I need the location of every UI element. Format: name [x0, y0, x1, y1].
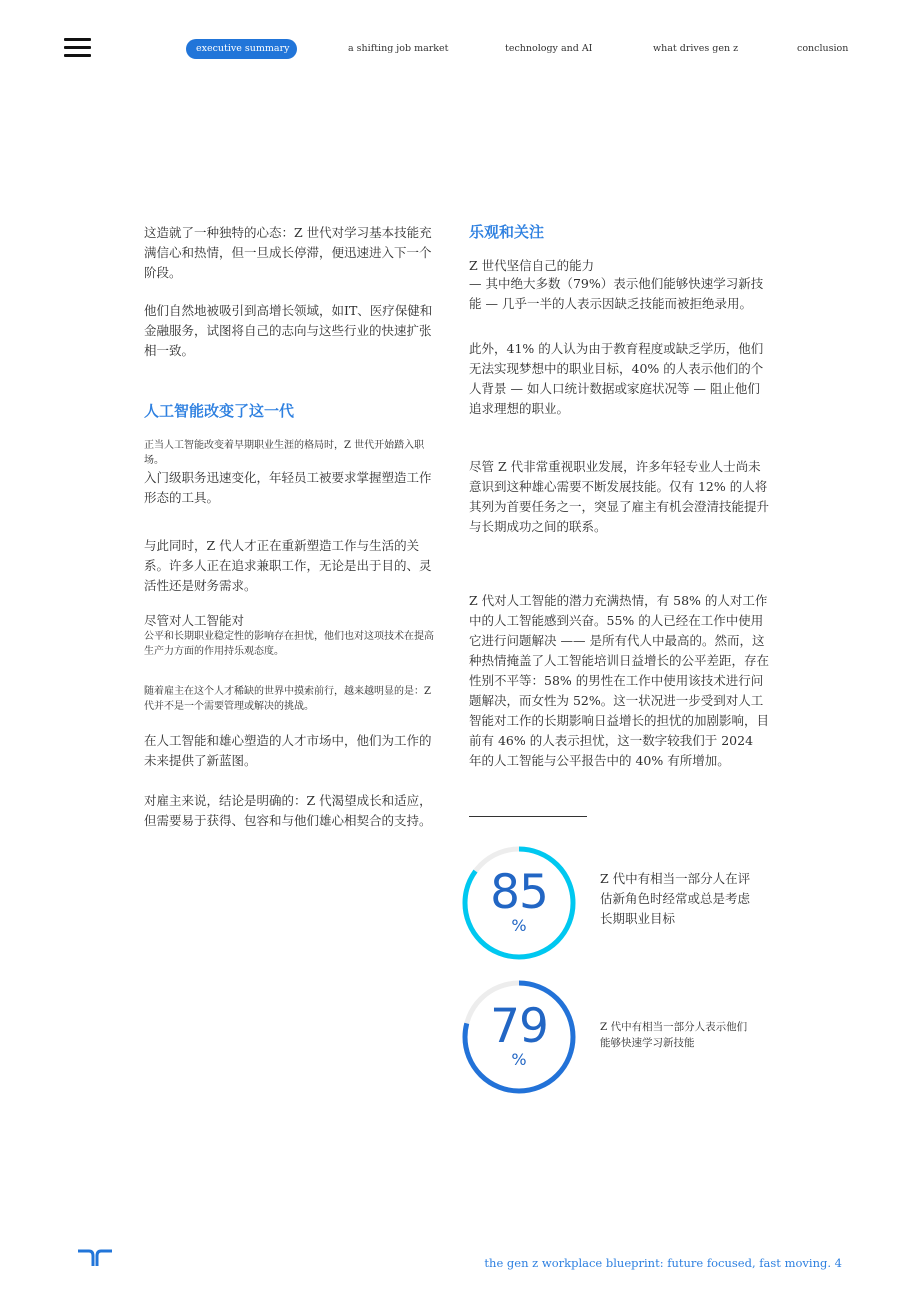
footer: [484, 1255, 842, 1271]
paragraph-employers-navigate: 随着雇主在这个人才稀缺的世界中摸索前行，越来越明显的是：Z 代并不是一个需要管理或解决的挑战。: [144, 686, 431, 712]
tab-a-shifting-job-market[interactable]: a shifting job market: [348, 43, 449, 54]
report-link-underline: [469, 816, 587, 817]
stat-value: 85: [490, 865, 548, 920]
stat-unit: %: [511, 1050, 527, 1069]
tab-executive-summary[interactable]: executive summary: [186, 39, 297, 59]
tab-technology-and-ai[interactable]: technology and AI: [505, 43, 593, 54]
stat-ring-79: [459, 977, 579, 1097]
stat-value: 79: [490, 999, 548, 1054]
tab-what-drives-gen-z[interactable]: what drives gen z: [653, 43, 739, 54]
paragraph-growth-sectors: 他们自然地被吸引到高增长领域，如IT、医疗保健和金融服务，试图将自己的志向与这些行业的快速扩张相一致。: [144, 303, 433, 358]
paragraph-skills-development: 尽管 Z 代非常重视职业发展，许多年轻专业人士尚未意识到这种雄心需要不断发展技能。仅有 12% 的人将其列为首要任务之一，突显了雇主有机会澄清技能提升与长期成功之间的联系。: [469, 459, 770, 534]
paragraph-ai-concerns: 公平和长期职业稳定性的影响存在担忧，他们也对这项技术在提高生产力方面的作用持乐观态度。: [144, 631, 434, 657]
paragraph-confidence: — 其中绝大多数（79%）表示他们能够快速学习新技能 — 几乎一半的人表示因缺乏技能而被拒绝录用。: [469, 276, 764, 311]
paragraph-new-blueprint: 在人工智能和雄心塑造的人才市场中，他们为工作的未来提供了新蓝图。: [144, 733, 432, 768]
stat-label-79: Z 代中有相当一部分人表示他们能够快速学习新技能: [600, 1021, 748, 1049]
footer-title: the gen z workplace blueprint: future focused, fast moving.: [484, 1256, 832, 1270]
stat-label-85: Z 代中有相当一部分人在评估新角色时经常或总是考虑长期职业目标: [600, 871, 751, 926]
paragraph-work-life: 与此同时，Z 代人才正在重新塑造工作与生活的关系。许多人正在追求兼职工作，无论是出于目的、灵活性还是财务需求。: [144, 538, 432, 593]
paragraph-ai-entering-workforce: 正当人工智能改变着早期职业生涯的格局时，Z 世代开始踏入职场。: [144, 440, 425, 466]
paragraph-entry-level-roles: 入门级职务迅速变化，年轻员工被要求掌握塑造工作形态的工具。: [144, 470, 432, 505]
right-column: [469, 222, 769, 771]
brand-logo-icon: [77, 1249, 113, 1267]
paragraph-confidence-lead: Z 世代坚信自己的能力: [469, 258, 595, 273]
stat-ring-85: [459, 843, 579, 963]
paragraph-mindset: 这造就了一种独特的心态：Z 世代对学习基本技能充满信心和热情，但一旦成长停滞，便迅速进入下一个阶段。: [144, 225, 432, 280]
paragraph-ai-enthusiasm: Z 代对人工智能的潜力充满热情，有 58% 的人对工作中的人工智能感到兴奋。55% 的人已经在工作中使用它进行问题解决 —— 是所有代人中最高的。然而，这种热情掩盖了人工智能培训日益增长的公平差距，存在性别不平等：58% 的男性在工作中使用该技术进行问题解决，而女性为 52%。这一状况进一步受到对人工智能对工作的长期影响日益增长的担忧的加剧影响，目前有 46% 的人表示担忧，这一数字较我们于 2024 年的人工智能与公平报告中的 40% 有所增加。: [469, 593, 770, 768]
page-number: 4: [834, 1256, 842, 1270]
heading-optimism-and-concern: 乐观和关注: [469, 223, 545, 241]
heading-ai-changes-generation: 人工智能改变了这一代: [144, 402, 295, 420]
section-nav: [0, 39, 920, 59]
stat-unit: %: [511, 916, 527, 935]
paragraph-ai-concerns-lead: 尽管对人工智能对: [144, 613, 245, 628]
left-column: [144, 223, 438, 831]
paragraph-conclusion-employers: 对雇主来说，结论是明确的：Z 代渴望成长和适应，但需要易于获得、包容和与他们雄心相契合的支持。: [144, 793, 432, 828]
paragraph-barriers: 此外，41% 的人认为由于教育程度或缺乏学历，他们无法实现梦想中的职业目标，40% 的人表示他们的个人背景 — 如人口统计数据或家庭状况等 — 阻止他们追求理想的职业。: [469, 341, 764, 416]
tab-conclusion[interactable]: conclusion: [797, 43, 849, 54]
